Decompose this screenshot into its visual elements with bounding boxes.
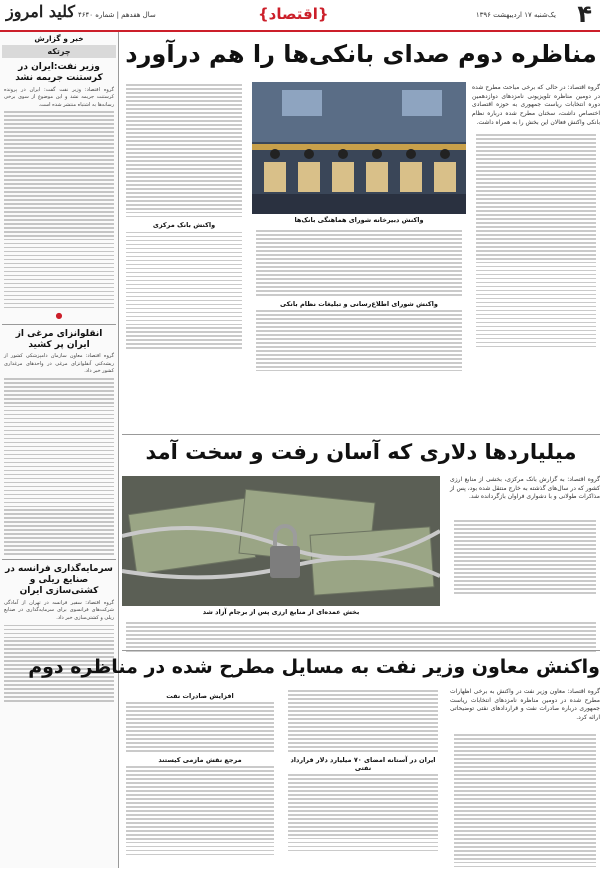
- divider: [2, 559, 116, 560]
- article2-headline: میلیاردها دلاری که آسان رفت و سخت آمد: [145, 440, 577, 464]
- money-chain-photo: [122, 476, 440, 606]
- article1-col-right: [472, 132, 600, 350]
- sidebar-story-headline: انقلوانزای مرغی از ایران پر کشید: [15, 328, 103, 350]
- page-header: [0, 0, 600, 32]
- sidebar-story-headline: سرمایه‌گذاری فرانسه در صنایع ریلی و کشتی‌سازی ایران: [5, 563, 113, 597]
- article1-lead: گروه اقتصاد: در حالی که برخی مباحث مطرح شده در دومین مناظره تلویزیونی نامزدهای دوازدهمین دوره انتخابات ریاست جمهوری به حوزه اقتصادی اختصاص داشت، سخنان مطرح شده درباره نظام بانکی واکنش فعالان این بخش را به همراه داشت.: [472, 84, 600, 126]
- sidebar-column: [0, 32, 119, 868]
- issue-info: سال هفدهم | شماره ۴۶۴۰: [78, 11, 156, 19]
- sidebar-strip: چرتکه: [2, 45, 116, 58]
- article1-col-mid: [252, 228, 466, 374]
- article1-col-left: [122, 82, 246, 351]
- page-number: ۴: [577, 0, 592, 28]
- article2-lead: گروه اقتصاد: به گزارش بانک مرکزی، بخشی از منابع ارزی کشور که در سال‌های گذشته به خارج منتقل شده بود، پس از مذاکرات طولانی و با دشواری فراوان بازگردانده شد.: [450, 476, 600, 501]
- divider: [2, 324, 116, 325]
- article3-col-left: [122, 688, 278, 858]
- article1-headline: مناظره دوم صدای بانکی‌ها را هم درآورد: [125, 40, 597, 68]
- text-lines: [4, 378, 114, 555]
- article-divider: [122, 650, 600, 651]
- debate-photo: [252, 82, 466, 214]
- article3-subhead: ایران در آستانه امضای ۷۰ میلیارد دلار قرارداد نفتی: [290, 755, 436, 772]
- article3-subhead: افزایش صادرات نفت: [166, 692, 234, 700]
- text-lines: [4, 111, 114, 308]
- article1-subhead: واکنش بانک مرکزی: [152, 221, 216, 230]
- sidebar-story-body: گروه اقتصاد: سفیر فرانسه در تهران از آمادگی شرکت‌های فرانسوی برای سرمایه‌گذاری در صنایع ریلی و کشتی‌سازی خبر داد.: [4, 599, 114, 621]
- sidebar-story: [0, 329, 118, 555]
- article-divider: [122, 434, 600, 435]
- article2-col-right: [450, 518, 600, 596]
- sidebar-story: [0, 62, 118, 308]
- sidebar-story: [0, 564, 118, 702]
- article3-col-mid: [284, 688, 442, 854]
- article3-lead: گروه اقتصاد: معاون وزیر نفت در واکنش به برخی اظهارات مطرح شده در دومین مناظره نامزدهای انتخابات ریاست جمهوری درباره صادرات نفت و قراردادهای نفتی توضیحاتی ارائه کرد.: [450, 688, 600, 722]
- newspaper-logo: کلید امروز: [6, 2, 76, 21]
- bullet-icon: ●: [55, 310, 63, 320]
- sidebar-story-headline: وزیر نفت:ایران در کرستنت جریمه نشد: [15, 62, 103, 84]
- sidebar-story-body: گروه اقتصاد: معاون سازمان دامپزشکی کشور از ریشه‌کنی آنفلوانزای مرغی در واحدهای مرغداری کشور خبر داد.: [4, 353, 114, 375]
- sidebar-story-body: گروه اقتصاد: وزیر نفت گفت: ایران در پرونده کرستنت جریمه نشد و این موضوع از سوی برخی رسانه‌ها به اشتباه منتشر شده است.: [4, 86, 114, 108]
- article3-subhead: مرجع نقش مازمی کیستند: [158, 755, 242, 764]
- article2-photo-caption: بخش عمده‌ای از منابع ارزی پس از برجام آزاد شد: [202, 608, 360, 616]
- section-title: {اقتصاد}: [258, 5, 329, 23]
- article3-headline: واکنش معاون وزیر نفت به مسایل مطرح شده در مناظره دوم: [28, 656, 600, 678]
- sidebar-title: خبر و گزارش: [34, 34, 84, 43]
- publication-date: یک‌شنبه ۱۷ اردیبهشت ۱۳۹۶: [475, 11, 556, 19]
- article3-col-right: [450, 732, 600, 870]
- article1-subhead: واکنش شورای اطلاع‌رسانی و تبلیغات نظام بانکی: [280, 299, 438, 308]
- article1-photo-caption: واکنش دبیرخانه شورای هماهنگی بانک‌ها: [294, 216, 424, 224]
